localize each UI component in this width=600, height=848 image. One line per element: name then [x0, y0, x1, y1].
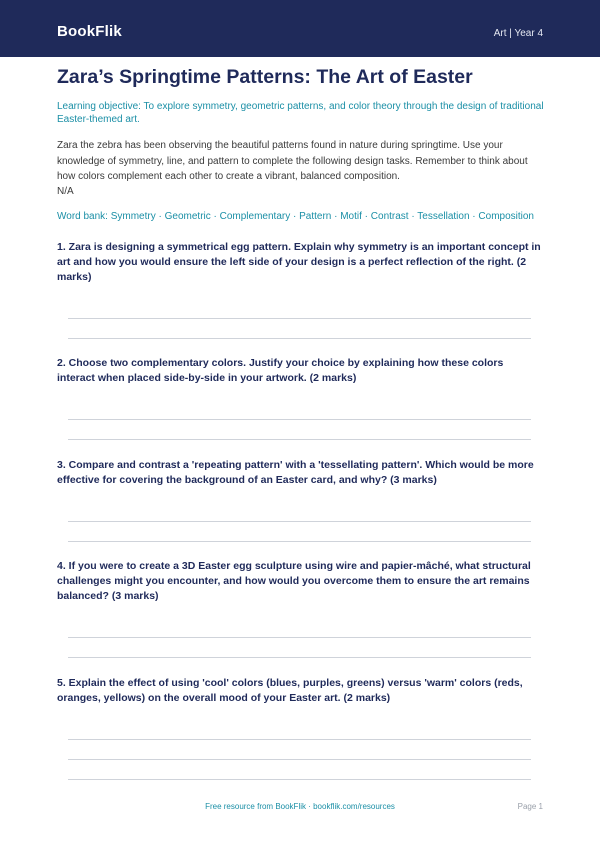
intro-paragraph: Zara the zebra has been observing the beautiful patterns found in nature during springtime. Use your knowledge of symmetry, line, and pattern to complete the following design tasks. Remember to think about how colors complement each other to create a vibrant, balanced composition.	[57, 140, 528, 182]
answer-line[interactable]	[68, 759, 531, 760]
answer-line[interactable]	[68, 657, 531, 658]
answer-line[interactable]	[68, 419, 531, 420]
subject-year-label: Art | Year 4	[493, 28, 543, 39]
question-1: 1. Zara is designing a symmetrical egg pattern. Explain why symmetry is an important concept in art and how you would ensure the left side of your design is a perfect reflection of the right. (2 marks)	[57, 241, 541, 283]
brand-logo-text: BookFlik	[57, 23, 122, 40]
question-5: 5. Explain the effect of using 'cool' colors (blues, purples, greens) versus 'warm' colors (reds, oranges, yellows) on the overall mood of your Easter art. (2 marks)	[57, 677, 523, 704]
question-4: 4. If you were to create a 3D Easter egg sculpture using wire and papier-mâché, what structural challenges might you encounter, and how would you overcome them to ensure the art remains balanced? (3 marks)	[57, 560, 531, 602]
worksheet-title: Zara’s Springtime Patterns: The Art of Easter	[57, 66, 473, 88]
page-header	[0, 0, 600, 57]
answer-line[interactable]	[68, 318, 531, 319]
footer-credit[interactable]: Free resource from BookFlik · bookflik.com/resources	[205, 802, 395, 811]
answer-line[interactable]	[68, 779, 531, 780]
answer-line[interactable]	[68, 637, 531, 638]
page-number: Page 1	[517, 802, 543, 811]
learning-objective: Learning objective: To explore symmetry, geometric patterns, and color theory through the design of traditional Easter-themed art.	[57, 101, 544, 125]
na-note: N/A	[57, 186, 74, 197]
answer-line[interactable]	[68, 739, 531, 740]
answer-line[interactable]	[68, 338, 531, 339]
question-3: 3. Compare and contrast a 'repeating pattern' with a 'tessellating pattern'. Which would be more effective for covering the background of an Easter card, and why? (3 marks)	[57, 459, 534, 486]
question-2: 2. Choose two complementary colors. Justify your choice by explaining how these colors interact when placed side-by-side in your artwork. (2 marks)	[57, 357, 504, 384]
answer-line[interactable]	[68, 521, 531, 522]
answer-line[interactable]	[68, 541, 531, 542]
answer-line[interactable]	[68, 439, 531, 440]
word-bank: Word bank: Symmetry · Geometric · Complementary · Pattern · Motif · Contrast · Tessellation · Composition	[57, 211, 534, 222]
